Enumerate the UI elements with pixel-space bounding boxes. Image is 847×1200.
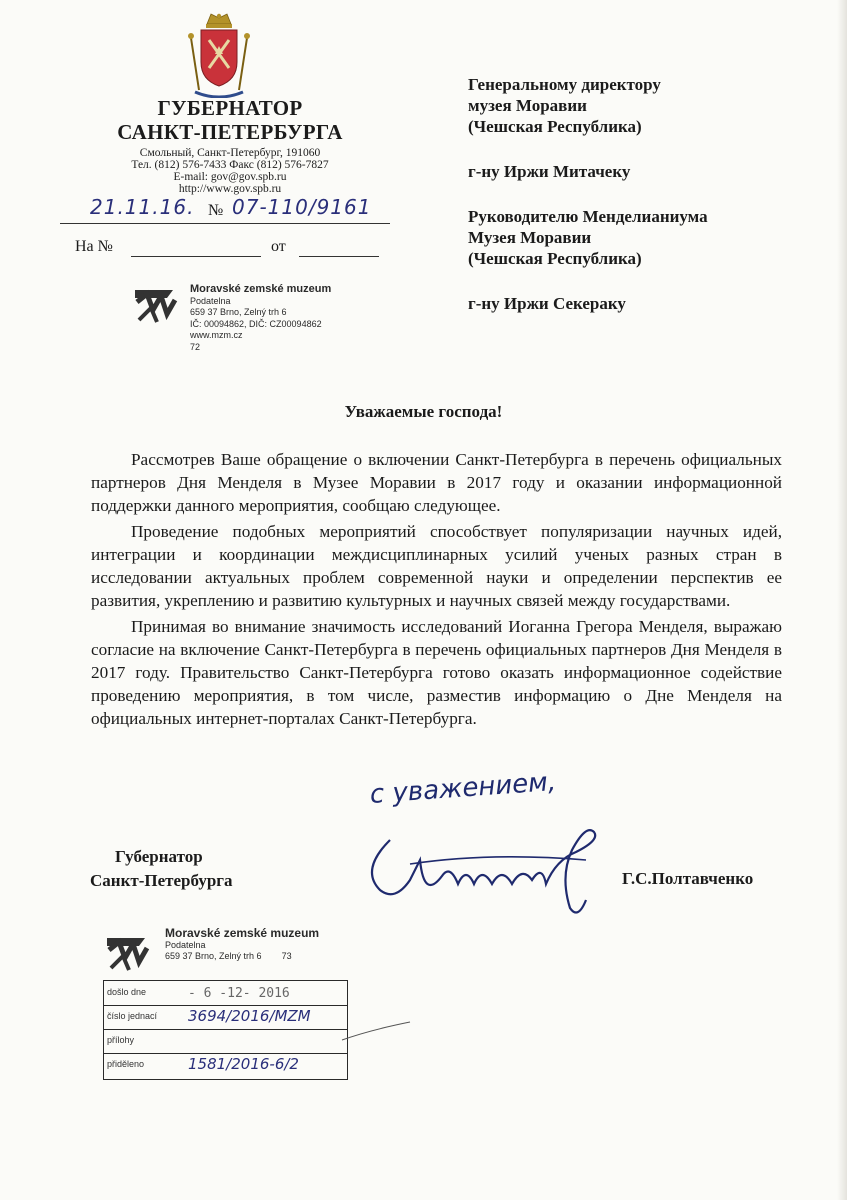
museum-stamp-text	[190, 284, 360, 353]
museum-registration-text	[165, 928, 335, 963]
salutation: Уважаемые господа!	[344, 402, 503, 421]
museum-address	[165, 951, 335, 963]
museum-stamp-number: 72	[190, 341, 201, 352]
governor-title-line2: САНКТ-ПЕТЕРБУРГА	[117, 120, 343, 144]
contact-website: http://www.gov.spb.ru	[178, 183, 282, 195]
registration-label: přílohy	[107, 1035, 135, 1045]
handwritten-signature	[350, 767, 700, 920]
registration-label: přiděleno	[107, 1059, 145, 1069]
registration-value: 3694/2016/MZM	[188, 1007, 311, 1025]
governor-title	[75, 96, 385, 144]
coat-of-arms-emblem	[185, 10, 253, 98]
reference-date-label: от	[271, 238, 286, 255]
museum-logo-icon	[105, 932, 153, 974]
museum-registration-stamp-header	[105, 928, 355, 978]
pen-stroke-mark	[340, 1010, 420, 1050]
addressee-line5: Руководителю Менделианиума	[468, 207, 708, 226]
registration-row	[104, 1005, 347, 1030]
body-paragraph-1: Рассмотрев Ваше обращение о включении Санкт-Петербурга в перечень официальных партнеров Дня Менделя в Музее Моравии в 2017 году и оказании информационной поддержки данного мероприятия, сообщаю следующее.	[91, 450, 782, 515]
outgoing-number: 07-110/9161	[232, 195, 372, 219]
handwritten-regards: с уважением,	[368, 767, 557, 810]
signatory-title	[90, 845, 270, 893]
body-paragraph-2: Проведение подобных мероприятий способствует популяризации научных идей, интеграции и координации междисциплинарных усилий ученых разных стран в исследовании актуальных проблем современной науки и определении перспектив ее развития, укреплению и развитию культурных и научных связей между государствами.	[91, 522, 782, 610]
letter-body	[91, 448, 782, 733]
signatory-title-line1: Губернатор	[115, 847, 203, 866]
museum-address-text: 659 37 Brno, Zelný trh 6	[165, 951, 262, 961]
museum-receipt-stamp	[133, 284, 353, 374]
reference-number-blank	[131, 256, 261, 257]
museum-name: Moravské zemské muzeum	[190, 283, 332, 295]
addressee-line7: (Чешская Республика)	[468, 249, 642, 268]
number-label: №	[208, 202, 224, 219]
addressee-block	[468, 74, 768, 314]
museum-dept: Podatelna	[190, 295, 231, 306]
registration-row	[104, 981, 347, 1006]
addressee-line8: г-ну Иржи Секераку	[468, 294, 626, 313]
registration-table	[103, 980, 348, 1080]
body-paragraph-3: Принимая во внимание значимость исследований Иоганна Грегора Менделя, выражаю согласие на включение Санкт-Петербурга в перечень официальных партнеров Дня Менделя в 2017 году. Правительство Санкт-Петербурга готово оказать информационное содействие проведению мероприятия, в том числе, разместив информацию о Дне Менделя на официальных интернет-порталах Санкт-Петербурга.	[91, 617, 782, 728]
reference-date-blank	[299, 256, 379, 257]
registration-row	[104, 1029, 347, 1054]
signature-scribble	[350, 780, 700, 920]
contact-phone-fax: Тел. (812) 576-7433 Факс (812) 576-7827	[131, 159, 329, 171]
museum-logo-icon	[133, 284, 181, 326]
contact-address: Смольный, Санкт-Петербург, 191060	[139, 147, 321, 159]
signatory-name: Г.С.Полтавченко	[622, 869, 754, 888]
museum-ids: IČ: 00094862, DIČ: CZ00094862	[190, 318, 322, 329]
reference-number-label: На №	[75, 238, 113, 255]
addressee-line3: (Чешская Республика)	[468, 117, 642, 136]
signatory-title-line2: Санкт-Петербурга	[90, 871, 233, 890]
registration-label: došlo dne	[107, 987, 147, 997]
museum-name: Moravské zemské muzeum	[165, 926, 320, 940]
museum-stamp-number: 73	[281, 951, 292, 961]
contact-email: E-mail: gov@gov.spb.ru	[173, 171, 287, 183]
number-underline	[60, 223, 390, 224]
addressee-line2: музея Моравии	[468, 96, 587, 115]
governor-contacts	[75, 147, 385, 195]
museum-dept: Podatelna	[165, 939, 206, 950]
addressee-line6: Музея Моравии	[468, 228, 592, 247]
outgoing-date: 21.11.16.	[90, 195, 195, 219]
reference-line	[75, 238, 380, 260]
governor-title-line1: ГУБЕРНАТОР	[157, 96, 303, 120]
registration-value: 1581/2016-6/2	[188, 1055, 299, 1073]
registration-row	[104, 1053, 347, 1077]
addressee-line1: Генеральному директору	[468, 75, 661, 94]
museum-address: 659 37 Brno, Zelný trh 6	[190, 307, 287, 317]
addressee-line4: г-ну Иржи Митачеку	[468, 162, 631, 181]
museum-web: www.mzm.cz	[190, 330, 243, 340]
registration-label: číslo jednací	[107, 1011, 158, 1021]
outgoing-number-line	[60, 195, 390, 229]
registration-value: - 6 -12- 2016	[188, 986, 290, 1001]
